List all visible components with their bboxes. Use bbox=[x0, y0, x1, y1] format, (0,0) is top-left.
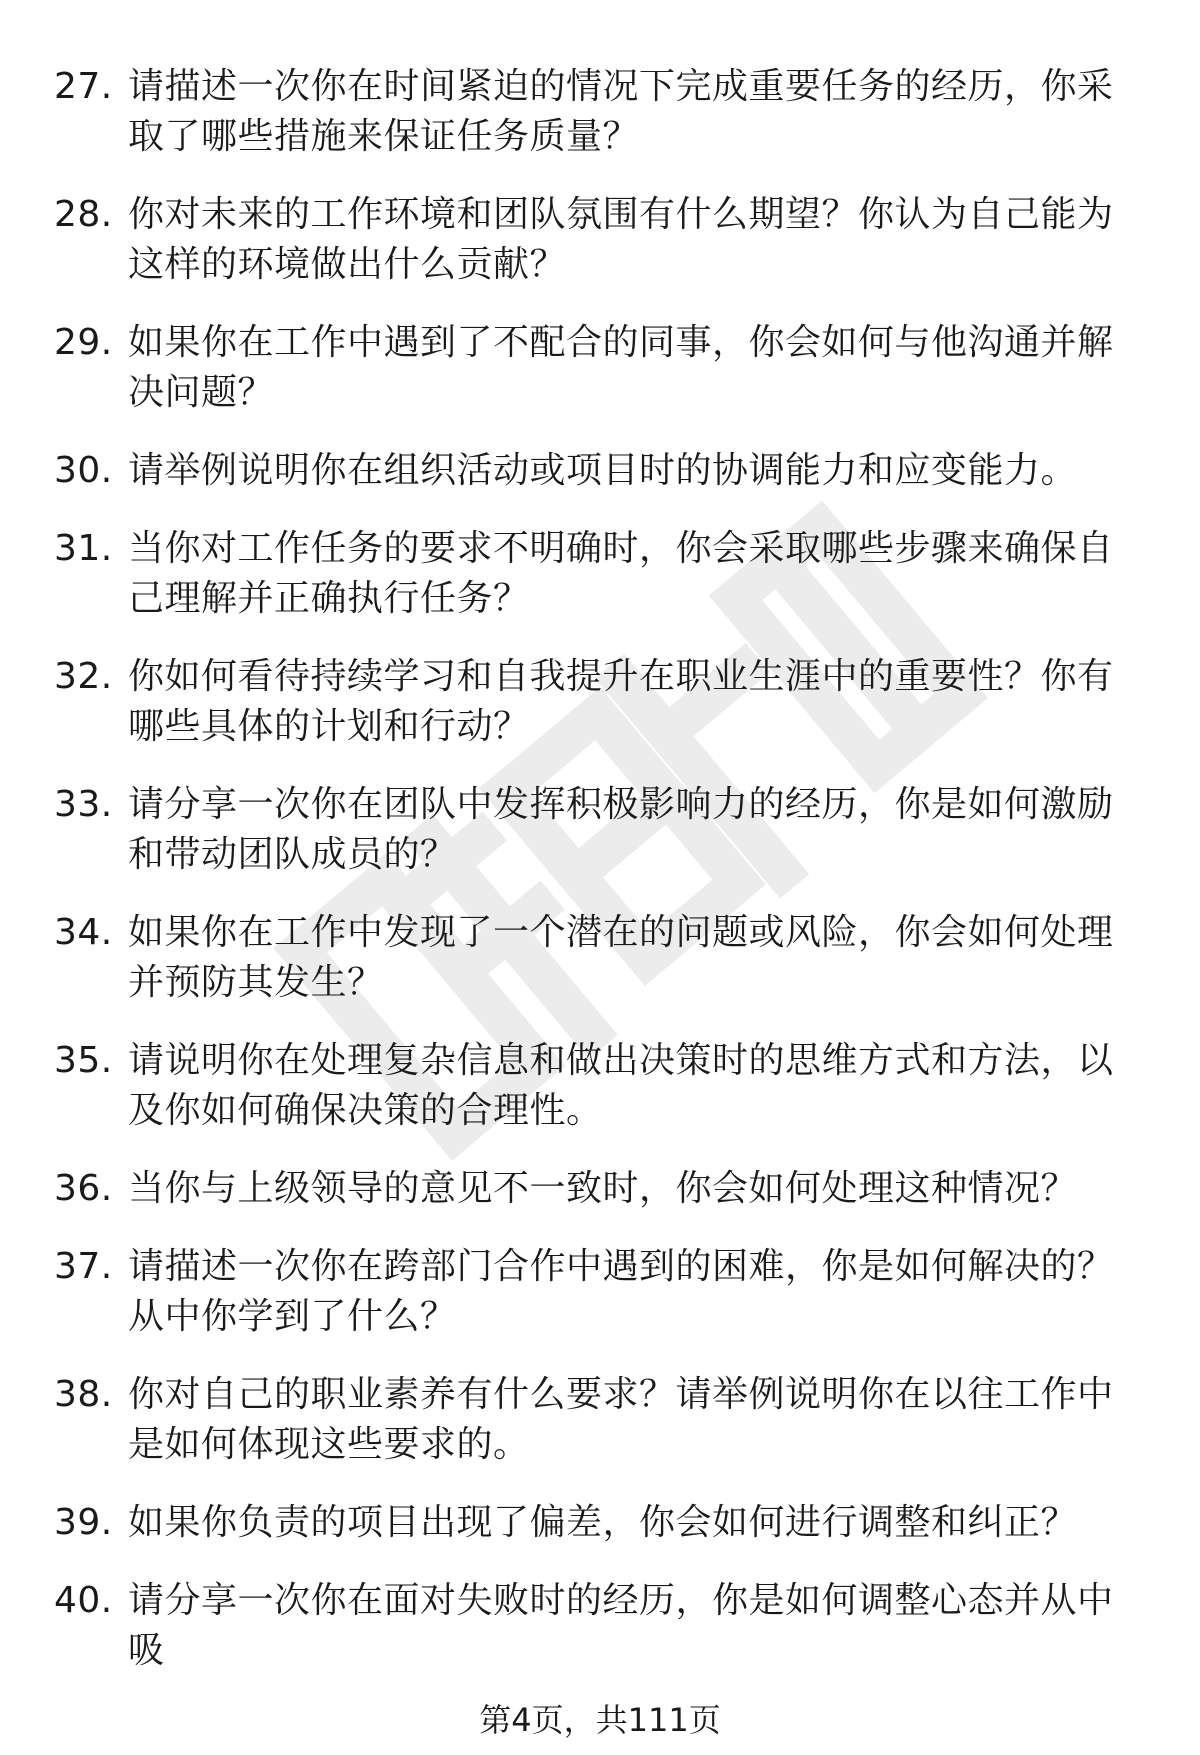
list-item bbox=[0, 908, 1200, 1008]
page-number-label: 第4页，共111页 bbox=[479, 1701, 721, 1739]
item-number: 30. bbox=[54, 450, 113, 491]
item-text: 请描述一次你在跨部门合作中遇到的困难，你是如何解决的？从中你学到了什么？ bbox=[128, 1246, 1114, 1337]
item-text: 你对未来的工作环境和团队氛围有什么期望？你认为自己能为这样的环境做出什么贡献？ bbox=[128, 194, 1114, 285]
question-list bbox=[0, 62, 1200, 1704]
item-text: 当你与上级领导的意见不一致时，你会如何处理这种情况？ bbox=[128, 1168, 1078, 1209]
list-item bbox=[0, 524, 1200, 624]
item-number: 28. bbox=[54, 194, 113, 235]
item-text: 如果你在工作中发现了一个潜在的问题或风险，你会如何处理并预防其发生？ bbox=[128, 912, 1114, 1003]
item-text: 请举例说明你在组织活动或项目时的协调能力和应变能力。 bbox=[128, 450, 1078, 491]
list-item bbox=[0, 1164, 1200, 1214]
list-item bbox=[0, 1036, 1200, 1136]
list-item bbox=[0, 62, 1200, 162]
item-number: 31. bbox=[54, 528, 113, 569]
item-number: 35. bbox=[54, 1040, 113, 1081]
item-text: 当你对工作任务的要求不明确时，你会采取哪些步骤来确保自己理解并正确执行任务？ bbox=[128, 528, 1114, 619]
item-text: 请分享一次你在团队中发挥积极影响力的经历，你是如何激励和带动团队成员的？ bbox=[128, 784, 1114, 875]
item-number: 32. bbox=[54, 656, 113, 697]
list-item bbox=[0, 780, 1200, 880]
item-number: 27. bbox=[54, 66, 113, 107]
item-text: 请说明你在处理复杂信息和做出决策时的思维方式和方法，以及你如何确保决策的合理性。 bbox=[128, 1040, 1114, 1131]
item-text: 如果你在工作中遇到了不配合的同事，你会如何与他沟通并解决问题？ bbox=[128, 322, 1114, 413]
list-item bbox=[0, 190, 1200, 290]
item-text: 请分享一次你在面对失败时的经历，你是如何调整心态并从中吸 bbox=[128, 1580, 1114, 1671]
item-number: 39. bbox=[54, 1502, 113, 1543]
page-footer bbox=[0, 1700, 1200, 1740]
list-item bbox=[0, 1242, 1200, 1342]
item-text: 如果你负责的项目出现了偏差，你会如何进行调整和纠正？ bbox=[128, 1502, 1078, 1543]
item-number: 38. bbox=[54, 1374, 113, 1415]
list-item bbox=[0, 1576, 1200, 1676]
item-number: 40. bbox=[54, 1580, 113, 1621]
list-item bbox=[0, 1498, 1200, 1548]
item-text: 你如何看待持续学习和自我提升在职业生涯中的重要性？你有哪些具体的计划和行动？ bbox=[128, 656, 1114, 747]
item-number: 37. bbox=[54, 1246, 113, 1287]
item-number: 33. bbox=[54, 784, 113, 825]
item-text: 请描述一次你在时间紧迫的情况下完成重要任务的经历，你采取了哪些措施来保证任务质量？ bbox=[128, 66, 1114, 157]
list-item bbox=[0, 446, 1200, 496]
list-item bbox=[0, 1370, 1200, 1470]
item-number: 29. bbox=[54, 322, 113, 363]
list-item bbox=[0, 318, 1200, 418]
item-number: 36. bbox=[54, 1168, 113, 1209]
item-number: 34. bbox=[54, 912, 113, 953]
list-item bbox=[0, 652, 1200, 752]
item-text: 你对自己的职业素养有什么要求？请举例说明你在以往工作中是如何体现这些要求的。 bbox=[128, 1374, 1114, 1465]
